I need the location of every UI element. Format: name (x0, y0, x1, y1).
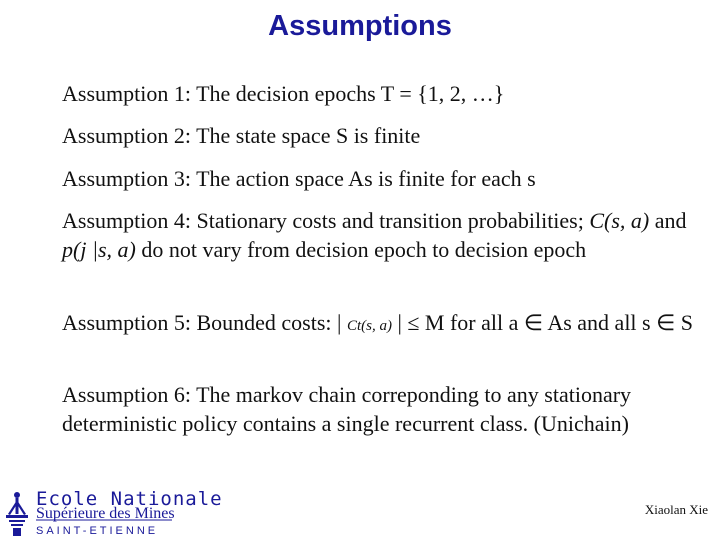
logo-line-2: Supérieure des Mines (36, 505, 175, 522)
assumption-3-text: The action space As is finite for each s (196, 166, 536, 191)
assumption-5-post: | ≤ M for all a ∈ As and all s ∈ S (397, 310, 693, 335)
author-name: Xiaolan Xie (644, 502, 708, 517)
assumption-4-prob: p(j |s, a) (62, 237, 136, 262)
assumption-2 (62, 121, 702, 150)
assumption-4-and: and (654, 208, 687, 233)
assumption-1-label: Assumption 1: (62, 81, 191, 106)
assumption-5-label: Assumption 5: (62, 310, 191, 335)
assumption-2-label: Assumption 2: (62, 123, 191, 148)
assumption-6-label: Assumption 6: (62, 382, 191, 407)
assumption-3 (62, 164, 702, 193)
assumption-1 (62, 79, 702, 108)
assumption-4 (62, 206, 702, 264)
assumption-1-text: The decision epochs T = {1, 2, …} (196, 81, 505, 106)
slide-title: Assumptions (268, 10, 452, 42)
assumption-2-text: The state space S is finite (196, 123, 421, 148)
assumption-4-text: Stationary costs and transition probabilities; (196, 208, 584, 233)
logo-line-1: Ecole Nationale (36, 488, 223, 510)
assumption-5-pre: Bounded costs: | (196, 310, 342, 335)
assumption-6-text: The markov chain correponding to any stationary deterministic policy contains a single recurrent class. (Unichain) (62, 382, 632, 436)
assumption-4-rest: do not vary from decision epoch to decision epoch (141, 237, 587, 262)
assumption-3-label: Assumption 3: (62, 166, 191, 191)
assumption-4-label: Assumption 4: (62, 208, 191, 233)
assumption-4-cost: C(s, a) (589, 208, 650, 233)
logo-line-3: SAINT-ETIENNE (36, 525, 159, 537)
assumption-5 (62, 308, 702, 341)
assumption-6 (62, 380, 702, 438)
assumption-5-ct: Ct(s, a) (346, 318, 392, 334)
